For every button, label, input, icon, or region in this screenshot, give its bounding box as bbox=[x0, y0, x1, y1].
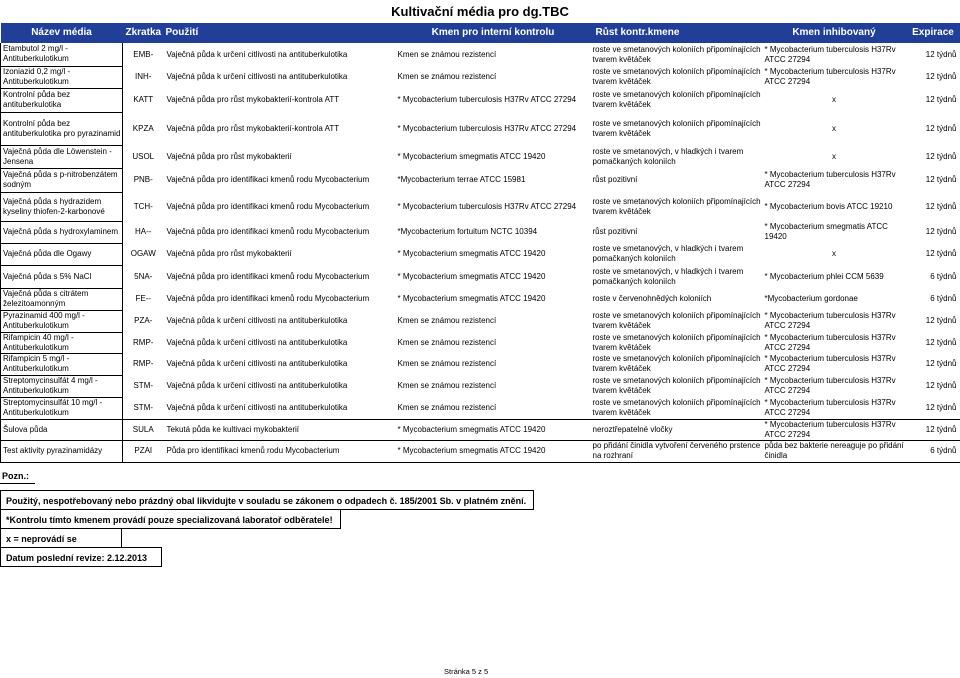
cell-control-growth: roste v červenohnědých koloniích bbox=[592, 294, 712, 303]
cell-inhibited-strain: * Mycobacterium tuberculosis H37Rv ATCC 27294 bbox=[764, 376, 896, 395]
cell-control-strain: Kmen se známou rezistencí bbox=[397, 72, 497, 81]
table-row bbox=[1, 88, 960, 112]
cell-medium-name: Kontrolní půda bez antituberkulotika bbox=[1, 88, 123, 112]
table-row bbox=[1, 440, 960, 462]
cell-use: Vaječná půda pro růst mykobakterií-kontrola ATT bbox=[166, 123, 340, 133]
cell-abbreviation: FE-- bbox=[135, 294, 152, 303]
cell-expiration: 12 týdnů bbox=[925, 337, 957, 347]
cell-control-growth: roste ve smetanových koloniích připomínajících tvarem květáček bbox=[592, 332, 761, 352]
cell-inhibited-strain: * Mycobacterium phlei CCM 5639 bbox=[764, 271, 884, 281]
cell-use: Vaječná půda pro identifikaci kmenů rodu Mycobacterium bbox=[166, 175, 370, 184]
cell-use: Tekutá půda ke kultivaci mykobakterií bbox=[164, 419, 396, 440]
cell-expiration: 12 týdnů bbox=[925, 175, 957, 184]
cell-inhibited-strain: x bbox=[832, 151, 836, 161]
table-row bbox=[1, 66, 960, 88]
cell-expiration: 12 týdnů bbox=[906, 397, 960, 419]
cell-control-growth: růst pozitivní bbox=[592, 175, 638, 184]
cell-expiration: 6 týdnů bbox=[906, 440, 960, 462]
cell-control-strain: * Mycobacterium tuberculosis H37Rv ATCC 27294 bbox=[397, 201, 577, 211]
cell-abbreviation: TCH- bbox=[133, 201, 153, 211]
cell-control-growth: roste ve smetanových koloniích připomínajících tvarem květáček bbox=[592, 90, 761, 109]
page-title: Kultivační média pro dg.TBC bbox=[391, 4, 569, 19]
cell-control-strain: * Mycobacterium smegmatis ATCC 19420 bbox=[397, 271, 546, 281]
cell-inhibited-strain: x bbox=[832, 249, 836, 258]
cell-control-strain: Kmen se známou rezistencí bbox=[397, 381, 497, 390]
table-row bbox=[1, 288, 960, 310]
cell-control-strain: Kmen se známou rezistencí bbox=[396, 397, 591, 419]
cell-abbreviation: OGAW bbox=[130, 249, 156, 258]
cell-use: Vaječná půda pro růst mykobakterií-kontrola ATT bbox=[166, 95, 340, 104]
cell-medium-name: Rifampicin 40 mg/l - Antituberkulotikum bbox=[1, 332, 123, 353]
cell-abbreviation: RMP- bbox=[133, 337, 154, 347]
cell-control-strain: Kmen se známou rezistencí bbox=[397, 359, 497, 368]
cell-medium-name: Vaječná půda s citrátem železitoamonným bbox=[1, 288, 123, 310]
cell-inhibited-strain: x bbox=[832, 123, 836, 133]
cell-expiration: 12 týdnů bbox=[906, 419, 960, 440]
column-header-medium-name: Název média bbox=[31, 27, 92, 38]
cell-expiration: 12 týdnů bbox=[925, 49, 957, 59]
cell-control-growth: roste ve smetanových koloniích připomínajících tvarem květáček bbox=[592, 44, 761, 64]
cell-medium-name: Streptomycinsulfát 4 mg/l - Antituberkulotikum bbox=[1, 375, 123, 397]
cell-inhibited-strain: *Mycobacterium gordonae bbox=[764, 294, 858, 303]
cell-abbreviation: INH- bbox=[135, 72, 152, 81]
cell-abbreviation: PNB- bbox=[133, 175, 153, 184]
cell-expiration: 12 týdnů bbox=[925, 72, 957, 81]
cell-expiration: 12 týdnů bbox=[925, 249, 957, 258]
cell-expiration: 12 týdnů bbox=[925, 123, 957, 133]
cell-inhibited-strain: x bbox=[832, 95, 836, 104]
cell-expiration: 6 týdnů bbox=[930, 294, 957, 303]
cell-medium-name: Kontrolní půda bez antituberkulotika pro pyrazinamid bbox=[1, 112, 123, 145]
column-header-use: Použití bbox=[165, 27, 199, 38]
cell-expiration: 12 týdnů bbox=[925, 151, 957, 161]
cell-medium-name: Streptomycinsulfát 10 mg/l - Antituberkulotikum bbox=[1, 397, 123, 419]
cell-use: Vaječná půda k určení citlivosti na antituberkulotika bbox=[164, 397, 396, 419]
page-number: Stránka 5 z 5 bbox=[444, 667, 489, 676]
note-revision-date: Datum poslední revize: 2.12.2013 bbox=[0, 547, 162, 567]
cell-inhibited-strain: * Mycobacterium tuberculosis H37Rv ATCC 27294 bbox=[764, 67, 896, 86]
cell-expiration: 12 týdnů bbox=[925, 95, 957, 104]
cell-control-growth: neroztřepatelné vločky bbox=[591, 419, 763, 440]
cell-medium-name: Šulova půda bbox=[1, 419, 123, 440]
cell-abbreviation: PZAI bbox=[123, 440, 164, 462]
cell-medium-name: Rifampicin 5 mg/l - Antituberkulotikum bbox=[1, 353, 123, 375]
cell-medium-name: Pyrazinamid 400 mg/l - Antituberkulotikum bbox=[1, 310, 123, 332]
column-header-expiration: Expirace bbox=[912, 27, 954, 38]
cell-control-strain: * Mycobacterium tuberculosis H37Rv ATCC 27294 bbox=[397, 123, 577, 133]
cell-control-strain: * Mycobacterium smegmatis ATCC 19420 bbox=[396, 440, 591, 462]
cell-expiration: 12 týdnů bbox=[925, 381, 957, 390]
cell-expiration: 12 týdnů bbox=[925, 359, 957, 368]
cell-control-strain: * Mycobacterium smegmatis ATCC 19420 bbox=[397, 249, 546, 258]
column-header-control-growth: Růst kontr.kmene bbox=[595, 27, 680, 38]
cell-inhibited-strain: * Mycobacterium tuberculosis H37Rv ATCC 27294 bbox=[764, 332, 896, 352]
cell-abbreviation: SULA bbox=[123, 419, 164, 440]
cell-inhibited-strain: * Mycobacterium tuberculosis H37Rv ATCC 27294 bbox=[764, 44, 896, 64]
cell-use: Vaječná půda pro identifikaci kmenů rodu Mycobacterium bbox=[166, 227, 370, 236]
cell-use: Vaječná půda pro identifikaci kmenů rodu Mycobacterium bbox=[166, 201, 370, 211]
cell-control-strain: * Mycobacterium smegmatis ATCC 19420 bbox=[397, 294, 546, 303]
notes-list bbox=[0, 490, 960, 567]
table-row bbox=[1, 353, 960, 375]
cell-control-growth: růst pozitivní bbox=[592, 227, 638, 236]
note-control-strain: *Kontrolu tímto kmenem provádí pouze specializovaná laboratoř odběratele! bbox=[0, 509, 341, 529]
cell-use: Vaječná půda k určení citlivosti na antituberkulotika bbox=[166, 337, 348, 347]
cell-inhibited-strain: * Mycobacterium tuberculosis H37Rv ATCC 27294 bbox=[764, 354, 896, 373]
cell-inhibited-strain: * Mycobacterium tuberculosis H37Rv ATCC 27294 bbox=[763, 397, 906, 419]
cell-control-growth: roste ve smetanových koloniích připomínajících tvarem květáček bbox=[592, 196, 761, 216]
table-header-row bbox=[1, 23, 960, 43]
column-header-control-strain: Kmen pro interní kontrolu bbox=[431, 27, 555, 38]
table-body bbox=[1, 43, 960, 462]
cell-inhibited-strain: * Mycobacterium tuberculosis H37Rv ATCC 27294 bbox=[764, 170, 896, 189]
cell-medium-name: Vaječná půda s p-nitrobenzátem sodným bbox=[1, 168, 123, 192]
cell-abbreviation: STM- bbox=[123, 397, 164, 419]
cell-abbreviation: EMB- bbox=[133, 49, 154, 59]
cell-expiration: 12 týdnů bbox=[925, 316, 957, 325]
cell-medium-name: Vaječná půda dle Ogawy bbox=[1, 243, 123, 265]
cell-use: Vaječná půda pro růst mykobakterií bbox=[166, 151, 292, 161]
table-row bbox=[1, 419, 960, 440]
cell-medium-name: Izoniazid 0,2 mg/l - Antituberkulotikum bbox=[1, 66, 123, 88]
cell-control-growth: roste ve smetanových koloniích připomínajících tvarem květáček bbox=[591, 397, 763, 419]
cell-medium-name: Vaječná půda s hydrazidem kyseliny thiofen-2-karbonové bbox=[1, 192, 123, 221]
cell-use: Vaječná půda pro růst mykobakterií bbox=[166, 249, 292, 258]
cell-control-strain: * Mycobacterium smegmatis ATCC 19420 bbox=[396, 419, 591, 440]
cell-use: Vaječná půda pro identifikaci kmenů rodu Mycobacterium bbox=[166, 271, 370, 281]
table-row bbox=[1, 397, 960, 419]
column-header-inhibited-strain: Kmen inhibovaný bbox=[792, 27, 876, 38]
cell-control-strain: Kmen se známou rezistencí bbox=[397, 49, 497, 59]
cell-control-strain: Kmen se známou rezistencí bbox=[397, 337, 497, 347]
note-disposal: Použitý, nespotřebovaný nebo prázdný obal likvidujte v souladu se zákonem o odpadech č. 185/2001 Sb. v platném znění. bbox=[0, 490, 534, 510]
table-row bbox=[1, 375, 960, 397]
table-row bbox=[1, 332, 960, 353]
cell-control-growth: roste ve smetanových, v hladkých i tvarem pomačkaných koloniích bbox=[592, 266, 744, 286]
cell-expiration: 6 týdnů bbox=[930, 271, 957, 281]
table-row bbox=[1, 265, 960, 288]
table-row bbox=[1, 310, 960, 332]
cell-inhibited-strain: * Mycobacterium bovis ATCC 19210 bbox=[764, 201, 893, 211]
note-x-legend: x = neprovádí se bbox=[0, 528, 122, 548]
cell-control-growth: po přidání činidla vytvoření červeného prstence na rozhraní bbox=[591, 440, 763, 462]
cell-abbreviation: RMP- bbox=[133, 359, 154, 368]
cell-inhibited-strain: půda bez bakterie nereaguje po přidání činidla bbox=[764, 441, 904, 460]
cell-inhibited-strain: * Mycobacterium tuberculosis H37Rv ATCC 27294 bbox=[763, 419, 906, 440]
table-row bbox=[1, 145, 960, 168]
culture-media-table bbox=[0, 23, 960, 463]
cell-expiration: 12 týdnů bbox=[925, 201, 957, 211]
cell-expiration: 12 týdnů bbox=[925, 227, 957, 236]
cell-medium-name: Vaječná půda s hydroxylaminem bbox=[1, 221, 123, 243]
cell-control-strain: *Mycobacterium terrae ATCC 15981 bbox=[397, 175, 526, 184]
notes-label: Pozn.: bbox=[0, 470, 35, 484]
cell-control-growth: roste ve smetanových koloniích připomínajících tvarem květáček bbox=[592, 354, 761, 373]
cell-abbreviation: 5NA- bbox=[134, 271, 153, 281]
cell-use: Vaječná půda k určení citlivosti na antituberkulotika bbox=[166, 359, 348, 368]
cell-control-strain: * Mycobacterium tuberculosis H37Rv ATCC 27294 bbox=[397, 95, 577, 104]
cell-use: Vaječná půda k určení citlivosti na antituberkulotika bbox=[166, 49, 348, 59]
cell-control-growth: roste ve smetanových koloniích připomínajících tvarem květáček bbox=[592, 376, 761, 395]
cell-use: Půda pro identifikaci kmenů rodu Mycobacterium bbox=[164, 440, 396, 462]
table-row bbox=[1, 221, 960, 243]
cell-control-growth: roste ve smetanových koloniích připomínajících tvarem květáček bbox=[592, 67, 761, 86]
cell-abbreviation: KPZA bbox=[132, 123, 154, 133]
table-row bbox=[1, 192, 960, 221]
cell-abbreviation: PZA- bbox=[134, 316, 153, 325]
cell-abbreviation: KATT bbox=[133, 95, 154, 104]
cell-abbreviation: HA-- bbox=[135, 227, 152, 236]
cell-control-strain: * Mycobacterium smegmatis ATCC 19420 bbox=[397, 151, 546, 161]
cell-medium-name: Vaječná půda dle Löwenstein - Jensena bbox=[1, 145, 123, 168]
cell-medium-name: Test aktivity pyrazinamidázy bbox=[1, 440, 123, 462]
cell-use: Vaječná půda k určení citlivosti na antituberkulotika bbox=[166, 72, 348, 81]
cell-use: Vaječná půda pro identifikaci kmenů rodu Mycobacterium bbox=[166, 294, 370, 303]
cell-abbreviation: USOL bbox=[132, 151, 155, 161]
table-row bbox=[1, 243, 960, 265]
cell-control-growth: roste ve smetanových, v hladkých i tvarem pomačkaných koloniích bbox=[592, 146, 744, 166]
cell-control-growth: roste ve smetanových, v hladkých i tvarem pomačkaných koloniích bbox=[592, 244, 744, 263]
cell-control-strain: *Mycobacterium fortuitum NCTC 10394 bbox=[397, 227, 538, 236]
table-row bbox=[1, 112, 960, 145]
cell-control-growth: roste ve smetanových koloniích připomínajících tvarem květáček bbox=[592, 118, 761, 138]
cell-medium-name: Etambutol 2 mg/l - Antituberkulotikum bbox=[1, 43, 123, 66]
cell-abbreviation: STM- bbox=[133, 381, 154, 390]
cell-medium-name: Vaječná půda s 5% NaCl bbox=[1, 265, 123, 288]
notes-section bbox=[0, 466, 960, 567]
cell-inhibited-strain: * Mycobacterium smegmatis ATCC 19420 bbox=[764, 222, 888, 241]
cell-control-strain: Kmen se známou rezistencí bbox=[397, 316, 497, 325]
cell-inhibited-strain: * Mycobacterium tuberculosis H37Rv ATCC 27294 bbox=[764, 311, 896, 330]
column-header-abbreviation: Zkratka bbox=[125, 27, 162, 38]
table-row bbox=[1, 43, 960, 66]
cell-control-growth: roste ve smetanových koloniích připomínajících tvarem květáček bbox=[592, 311, 761, 330]
table-row bbox=[1, 168, 960, 192]
cell-use: Vaječná půda k určení citlivosti na antituberkulotika bbox=[166, 316, 348, 325]
cell-use: Vaječná půda k určení citlivosti na antituberkulotika bbox=[166, 381, 348, 390]
